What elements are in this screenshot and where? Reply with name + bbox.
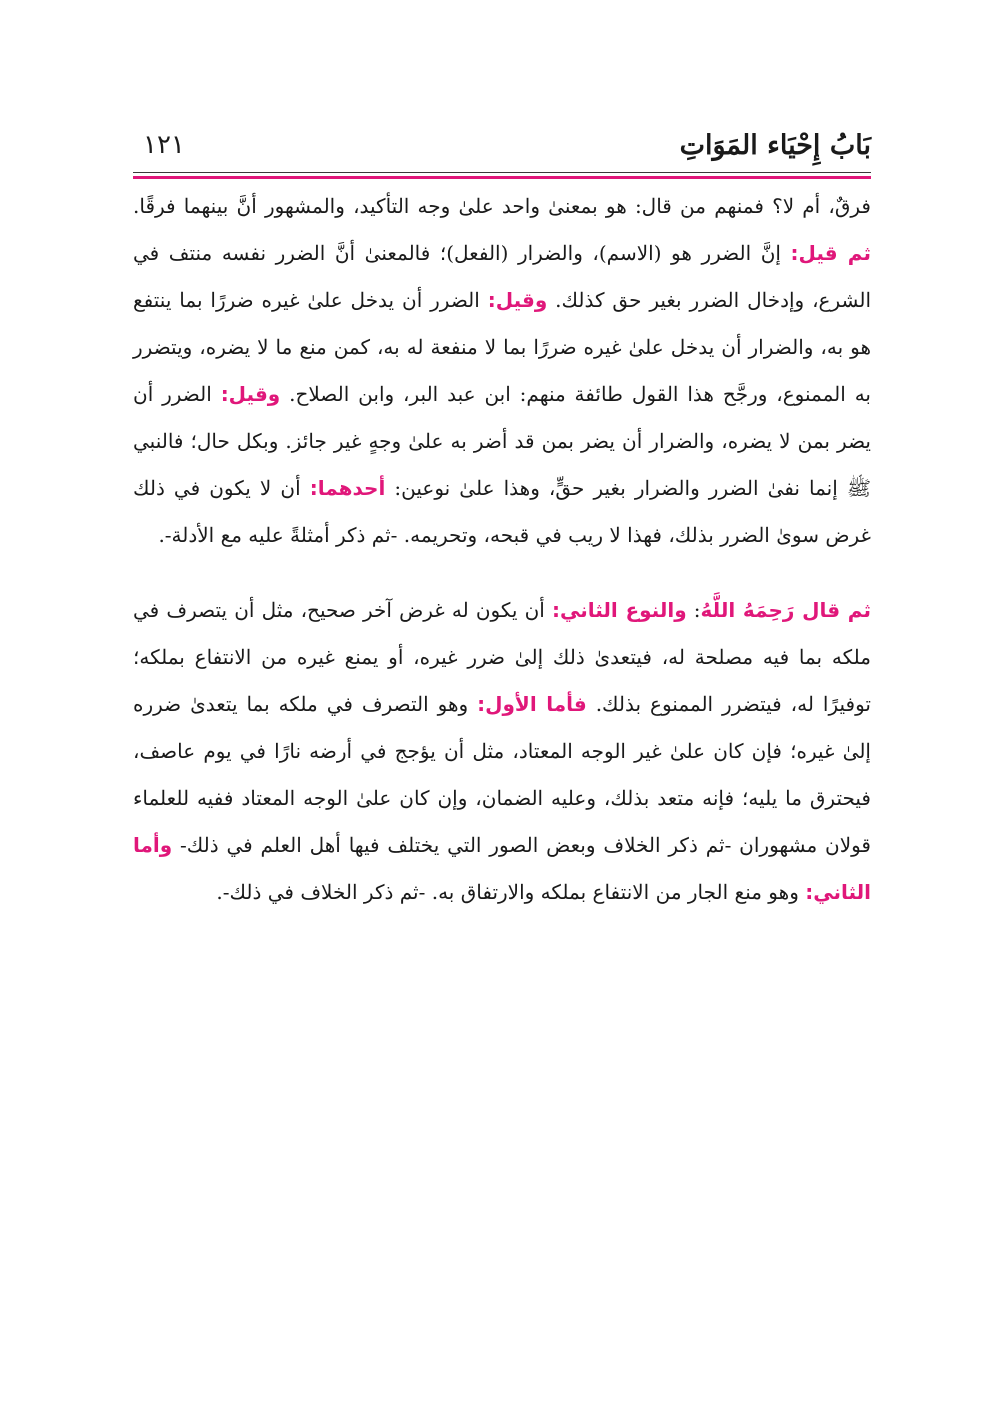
keyword-highlight: وأما الثاني:: [133, 833, 871, 904]
body-text: [133, 183, 871, 916]
text-run: فرقٌ، أم لا؟ فمنهم من قال: هو بمعنىٰ واحد علىٰ وجه التأكيد، والمشهور أنَّ بينهما فرقًا.: [133, 194, 871, 218]
header-rule-thin: [133, 172, 871, 173]
header-rule-accent: [133, 176, 871, 179]
paragraph-1: [133, 183, 871, 559]
keyword-highlight: فأما الأول:: [477, 692, 587, 716]
text-run: :: [686, 598, 701, 622]
page-header: [133, 118, 871, 174]
keyword-highlight: وقيل:: [220, 382, 281, 406]
text-run: الضرر أن يدخل علىٰ غيره ضررًا بما ينتفع هو به، والضرار أن يدخل علىٰ غيره ضررًا بما لا منفعة له به، كمن منع ما لا يضره، ويتضرر به الممنوع، ورجَّح هذا القول طائفة منهم: ابن عبد البر، وابن الصلاح.: [133, 288, 871, 406]
text-run: الضرر أن يضر بمن لا يضره، والضرار أن يضر بمن قد أضر به علىٰ وجهٍ غير جائز. وبكل حال؛ فالنبي ﷺ إنما نفىٰ الضرر والضرار بغير حقٍّ، وهذا علىٰ نوعين:: [133, 382, 871, 500]
paragraph-2: [133, 587, 871, 916]
keyword-highlight: ثم قال رَحِمَهُ اللَّهُ: [700, 598, 872, 622]
text-run: وهو منع الجار من الانتفاع بملكه والارتفاق به. -ثم ذكر الخلاف في ذلك-.: [216, 880, 806, 904]
text-run: أن لا يكون في ذلك غرض سوىٰ الضرر بذلك، فهذا لا ريب في قبحه، وتحريمه. -ثم ذكر أمثلةً عليه مع الأدلة-.: [133, 476, 871, 547]
keyword-highlight: أحدهما:: [309, 476, 386, 500]
keyword-highlight: وقيل:: [487, 288, 548, 312]
keyword-highlight: والنوع الثاني:: [551, 598, 687, 622]
page-number: ١٢١: [143, 130, 185, 160]
text-run: وهو التصرف في ملكه بما يتعدىٰ ضرره إلىٰ غيره؛ فإن كان علىٰ غير الوجه المعتاد، مثل أن يؤجج في أرضه نارًا في يوم عاصف، فيحترق ما يليه؛ فإنه متعد بذلك، وعليه الضمان، وإن كان علىٰ الوجه المعتاد ففيه للعلماء قولان مشهوران -ثم ذكر الخلاف وبعض الصور التي يختلف فيها أهل العلم في ذلك-: [133, 692, 871, 857]
text-run: إنَّ الضرر هو (الاسم)، والضرار (الفعل)؛ فالمعنىٰ أنَّ الضرر نفسه منتف في الشرع، وإدخال الضرر بغير حق كذلك.: [133, 241, 872, 312]
text-run: أن يكون له غرض آخر صحيح، مثل أن يتصرف في ملكه بما فيه مصلحة له، فيتعدىٰ ذلك إلىٰ ضرر غيره، أو يمنع غيره من الانتفاع بملكه؛ توفيرًا له، فيتضرر الممنوع بذلك.: [133, 598, 871, 716]
chapter-title: بَابُ إِحْيَاء المَوَاتِ: [679, 130, 871, 161]
keyword-highlight: ثم قيل:: [790, 241, 871, 265]
